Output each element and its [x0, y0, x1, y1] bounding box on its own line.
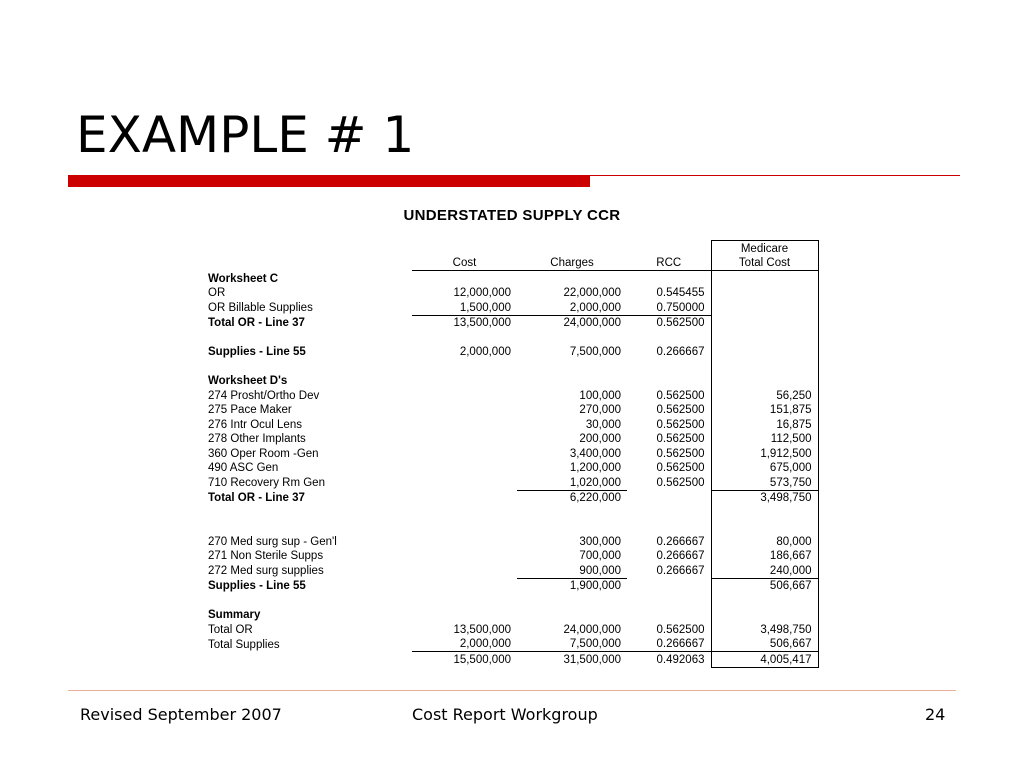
rcc-cell: 0.562500: [656, 462, 705, 474]
row-label: OR: [208, 287, 226, 299]
medicare-total-cost-cell: 16,875: [711, 417, 818, 432]
cost-cell: [412, 388, 517, 403]
table-row: [206, 608, 818, 623]
row-label: 270 Med surg sup - Gen'l: [208, 535, 337, 548]
rcc-cell: 0.562500: [656, 623, 705, 636]
table-row: [206, 563, 818, 578]
row-label: 710 Recovery Rm Gen: [208, 477, 325, 489]
table-row: [206, 330, 818, 345]
cost-report-table: [206, 240, 819, 668]
table-row: [206, 374, 818, 389]
medicare-total-cost-cell: [711, 593, 818, 608]
cost-cell: 2,000,000: [459, 346, 511, 358]
cost-cell: [412, 271, 517, 286]
cost-cell: [412, 505, 517, 520]
footer-page-number: 24: [925, 705, 946, 724]
medicare-total-cost-cell: [711, 345, 818, 360]
cost-cell: 12,000,000: [453, 287, 511, 299]
charges-cell: [517, 593, 627, 608]
charges-cell: 24,000,000: [563, 623, 621, 636]
medicare-total-cost-cell: 573,750: [711, 475, 818, 490]
table-row: [206, 637, 818, 652]
table-row: [206, 505, 818, 520]
rcc-cell: 0.562500: [656, 433, 705, 445]
row-label: [206, 593, 412, 608]
rcc-cell: [627, 578, 711, 593]
table-row: [206, 622, 818, 637]
cost-cell: [412, 608, 517, 623]
charges-cell: 1,020,000: [517, 475, 627, 490]
row-label: Worksheet D's: [208, 375, 288, 387]
table-row: [206, 271, 818, 286]
footer-workgroup-name: Cost Report Workgroup: [412, 705, 598, 724]
row-label: 274 Prosht/Ortho Dev: [208, 389, 320, 402]
rcc-cell: 0.750000: [627, 300, 711, 315]
charges-cell: [517, 608, 627, 623]
rcc-cell: [627, 271, 711, 286]
cost-cell: [412, 475, 517, 490]
cost-cell: [412, 417, 517, 432]
charges-cell: 30,000: [585, 418, 621, 431]
row-label: 271 Non Sterile Supps: [208, 550, 324, 562]
medicare-total-cost-cell: 1,912,500: [711, 446, 818, 461]
title-accent-bar: [68, 175, 590, 187]
table-row: [206, 432, 818, 447]
row-label: 278 Other Implants: [208, 433, 306, 445]
table-row: [206, 578, 818, 593]
cost-cell: [412, 446, 517, 461]
charges-cell: 24,000,000: [563, 317, 621, 329]
table-row: [206, 652, 818, 668]
rcc-cell: [627, 330, 711, 345]
cost-cell: 2,000,000: [412, 637, 517, 652]
row-label: Total OR: [208, 623, 253, 636]
cost-cell: [412, 534, 517, 549]
charges-cell: 22,000,000: [563, 287, 621, 299]
charges-cell: 2,000,000: [517, 300, 627, 315]
table-row: [206, 475, 818, 490]
row-label: Total OR - Line 37: [208, 492, 305, 504]
cost-cell: 13,500,000: [453, 317, 511, 329]
table-row: [206, 300, 818, 315]
medicare-total-cost-cell: [711, 315, 818, 330]
row-label: [206, 330, 412, 345]
rcc-cell: 0.545455: [656, 287, 705, 299]
footer-rule-line: [68, 690, 956, 691]
medicare-total-cost-cell: [711, 359, 818, 374]
charges-cell: 100,000: [579, 389, 621, 402]
charges-cell: [517, 359, 627, 374]
table-row: [206, 403, 818, 418]
rcc-cell: [627, 593, 711, 608]
cost-cell: [412, 520, 517, 535]
row-label: [206, 520, 412, 535]
rcc-cell: 0.266667: [656, 535, 705, 548]
cost-cell: 13,500,000: [453, 623, 511, 636]
rcc-cell: 0.562500: [656, 389, 705, 402]
rcc-cell: 0.562500: [656, 317, 705, 329]
cost-cell: [412, 578, 517, 593]
row-label: 490 ASC Gen: [208, 462, 279, 474]
rcc-cell: 0.562500: [656, 418, 705, 431]
row-label: Total OR - Line 37: [208, 317, 305, 329]
rcc-cell: [627, 374, 711, 389]
medicare-total-cost-cell: [711, 271, 818, 286]
rcc-cell: [627, 505, 711, 520]
rcc-cell: 0.562500: [656, 404, 705, 416]
cost-cell: [412, 403, 517, 418]
row-label: [206, 359, 412, 374]
medicare-total-cost-cell: 3,498,750: [711, 490, 818, 505]
medicare-total-cost-cell: [711, 608, 818, 623]
table-row: [206, 388, 818, 403]
medicare-total-cost-cell: 675,000: [711, 461, 818, 476]
row-label: [206, 652, 412, 668]
medicare-total-cost-cell: 80,000: [711, 534, 818, 549]
row-label: 276 Intr Ocul Lens: [208, 418, 302, 431]
rcc-cell: 0.266667: [656, 550, 705, 562]
table-row: [206, 345, 818, 360]
table-row: [206, 461, 818, 476]
medicare-total-cost-cell: 506,667: [711, 637, 818, 652]
rcc-cell: 0.266667: [656, 565, 705, 577]
row-label: OR Billable Supplies: [208, 302, 313, 314]
table-header-row-2: [206, 256, 818, 271]
medicare-total-cost-cell: [711, 300, 818, 315]
row-label: Worksheet C: [208, 272, 279, 285]
cost-cell: [412, 461, 517, 476]
charges-cell: 900,000: [517, 563, 627, 578]
table-row: [206, 520, 818, 535]
table-header-row-1: [206, 241, 818, 256]
table-row: [206, 534, 818, 549]
column-header-total-cost: Total Cost: [711, 256, 818, 271]
footer-revision-date: Revised September 2007: [80, 705, 282, 724]
medicare-total-cost-cell: [711, 286, 818, 301]
medicare-total-cost-cell: 56,250: [711, 388, 818, 403]
charges-cell: [517, 505, 627, 520]
row-label: Summary: [208, 609, 261, 621]
table-row: [206, 446, 818, 461]
title-rule-line: [590, 175, 960, 176]
medicare-total-cost-cell: 151,875: [711, 403, 818, 418]
column-header-rcc: RCC: [627, 256, 711, 271]
cost-cell: [412, 490, 517, 505]
rcc-cell: [627, 490, 711, 505]
charges-cell: 1,200,000: [569, 462, 621, 474]
cost-cell: [412, 359, 517, 374]
cost-cell: [412, 563, 517, 578]
rcc-cell: [627, 359, 711, 374]
cost-cell: 15,500,000: [453, 654, 511, 666]
charges-cell: 31,500,000: [563, 654, 621, 666]
row-label: 360 Oper Room -Gen: [208, 447, 319, 460]
rcc-cell: 0.266667: [627, 637, 711, 652]
medicare-total-cost-cell: 240,000: [711, 563, 818, 578]
row-label: Total Supplies: [208, 638, 280, 651]
row-label: 272 Med surg supplies: [208, 565, 324, 577]
charges-cell: 700,000: [579, 550, 621, 562]
table-row: [206, 315, 818, 330]
medicare-total-cost-cell: 3,498,750: [711, 622, 818, 637]
cost-cell: [412, 432, 517, 447]
column-header-medicare: Medicare: [711, 241, 818, 256]
medicare-total-cost-cell: 112,500: [711, 432, 818, 447]
medicare-total-cost-cell: [711, 505, 818, 520]
charges-cell: 6,220,000: [569, 492, 621, 504]
cost-cell: [412, 593, 517, 608]
cost-cell: [412, 330, 517, 345]
charges-cell: 200,000: [579, 433, 621, 445]
medicare-total-cost-cell: 4,005,417: [711, 652, 818, 668]
charges-cell: [517, 374, 627, 389]
charges-cell: 3,400,000: [569, 447, 621, 460]
row-label: 275 Pace Maker: [208, 404, 292, 416]
table-title: UNDERSTATED SUPPLY CCR: [403, 207, 621, 224]
rcc-cell: 0.562500: [656, 447, 705, 460]
table-row: [206, 593, 818, 608]
table-row: [206, 359, 818, 374]
charges-cell: 1,900,000: [569, 580, 621, 592]
rcc-cell: 0.492063: [656, 654, 705, 666]
rcc-cell: [627, 520, 711, 535]
table-row: [206, 549, 818, 564]
column-header-cost: Cost: [412, 256, 517, 271]
cost-cell: [412, 549, 517, 564]
row-label: [206, 505, 412, 520]
row-label: Supplies - Line 55: [208, 580, 306, 592]
charges-cell: 300,000: [579, 535, 621, 548]
charges-cell: [517, 520, 627, 535]
charges-cell: 7,500,000: [517, 637, 627, 652]
row-label: Supplies - Line 55: [208, 346, 306, 358]
medicare-total-cost-cell: [711, 520, 818, 535]
medicare-total-cost-cell: [711, 374, 818, 389]
cost-cell: [412, 374, 517, 389]
medicare-total-cost-cell: 186,667: [711, 549, 818, 564]
table-row: [206, 286, 818, 301]
rcc-cell: [627, 608, 711, 623]
table-row: [206, 417, 818, 432]
medicare-total-cost-cell: 506,667: [711, 578, 818, 593]
slide-title: EXAMPLE # 1: [76, 106, 415, 164]
charges-cell: 270,000: [579, 404, 621, 416]
charges-cell: [517, 271, 627, 286]
rcc-cell: 0.562500: [656, 477, 705, 489]
charges-cell: 7,500,000: [569, 346, 621, 358]
table-row: [206, 490, 818, 505]
charges-cell: [517, 330, 627, 345]
medicare-total-cost-cell: [711, 330, 818, 345]
cost-cell: 1,500,000: [412, 300, 517, 315]
rcc-cell: 0.266667: [656, 346, 705, 358]
column-header-charges: Charges: [517, 256, 627, 271]
